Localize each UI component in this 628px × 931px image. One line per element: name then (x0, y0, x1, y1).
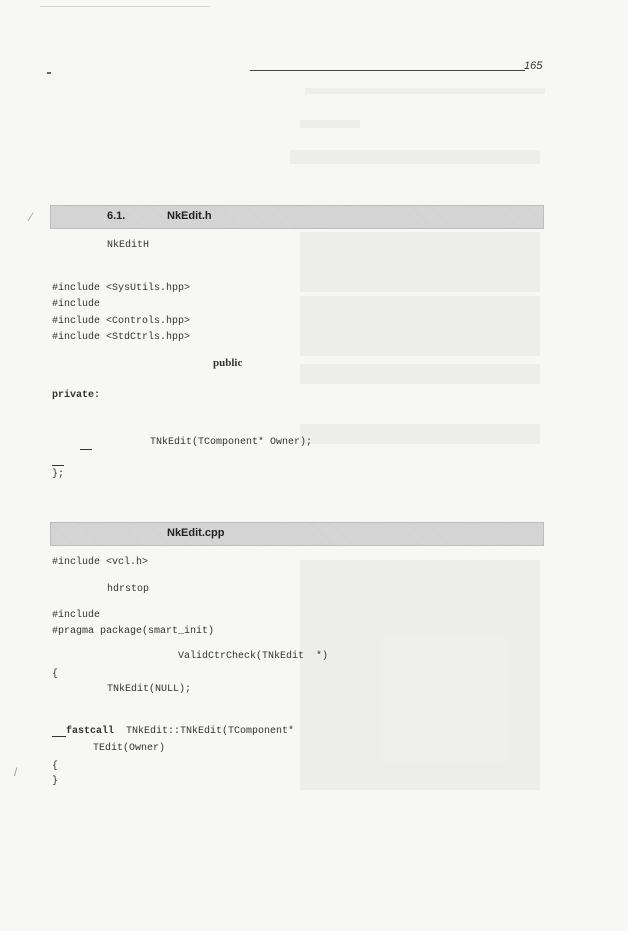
code-line-base-init: TEdit(Owner) (93, 743, 166, 754)
listing-1-title: NkEdit.h (167, 210, 212, 222)
listing-2-header (50, 522, 544, 546)
bleed-through (290, 150, 540, 164)
code-line-validctrcheck: ValidCtrCheck(TNkEdit *) (178, 651, 329, 662)
code-underscore (80, 449, 92, 450)
margin-mark: ⁄ (30, 210, 33, 224)
code-underscore (52, 736, 66, 737)
code-line-hdrstop: hdrstop (107, 584, 150, 595)
bleed-through (300, 120, 360, 128)
listing-2-title: NkEdit.cpp (167, 527, 225, 539)
listing-1-label: 6.1. (107, 210, 126, 222)
code-line-include-vcl: #include <vcl.h> (52, 557, 149, 568)
code-line-constructor-def: TNkEdit::TNkEdit(TComponent* (120, 726, 295, 737)
top-rule (40, 6, 210, 7)
bleed-through (300, 232, 540, 292)
code-line-new-edit: TNkEdit(NULL); (107, 684, 192, 695)
code-line-include-stdctrls: #include <StdCtrls.hpp> (52, 332, 191, 343)
listing-1-header (50, 205, 544, 229)
code-line-class-end: }; (52, 469, 65, 480)
code-line-brace-open: { (52, 669, 59, 680)
code-line-include: #include (52, 610, 101, 621)
header-mark (47, 72, 51, 74)
code-line-constructor: TNkEdit(TComponent* Owner); (150, 437, 313, 448)
code-line-brace-open: { (52, 761, 59, 772)
code-line-pragma: #pragma package(smart_init) (52, 626, 215, 637)
header-rule (250, 70, 525, 71)
code-underscore (52, 465, 64, 466)
code-line-include-sysutils: #include <SysUtils.hpp> (52, 283, 191, 294)
bleed-through (300, 424, 540, 444)
code-line-include: #include (52, 299, 101, 310)
code-line-guard: NkEditH (107, 240, 150, 251)
code-line-brace-close: } (52, 776, 59, 787)
code-keyword-fastcall: fastcall (66, 726, 115, 737)
code-keyword-private: private: (52, 390, 101, 401)
code-keyword-public: public (213, 357, 243, 369)
margin-mark: / (14, 765, 18, 779)
page-number: 165 (524, 60, 543, 72)
bleed-through (300, 560, 540, 790)
bleed-through (300, 296, 540, 356)
bleed-through (305, 88, 545, 94)
code-line-include-controls: #include <Controls.hpp> (52, 316, 191, 327)
bleed-through (300, 364, 540, 384)
